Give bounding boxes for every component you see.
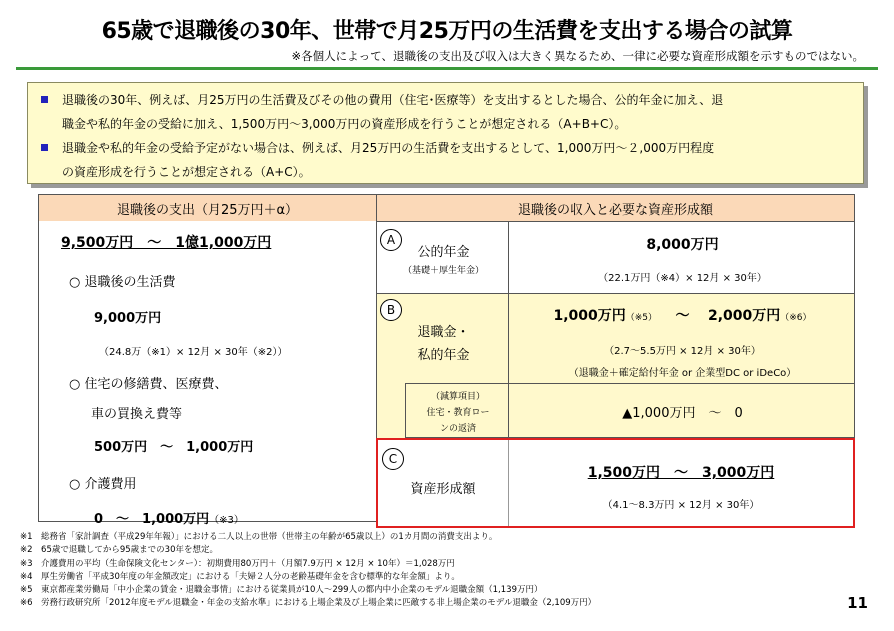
retirement-calc: （2.7～5.5万円 × 12月 × 30年） [604,346,761,357]
page-title: 65歳で退職後の30年、世帯で月25万円の生活費を支出する場合の試算 [101,19,793,44]
housing-cost-amount: 500万円 ～ 1,000万円 [94,440,254,455]
retirement-detail: （退職金＋確定給付年金 or 企業型DC or iDeCo） [568,368,797,379]
footnote: ※5 東京都産業労働局「中小企業の賃金・退職金事情」における従業員が10人～299人の都内中小企業のモデル退職金額（1,139万円） [20,585,543,596]
living-cost-calc: （24.8万（※1）× 12月 × 30年（※2）） [99,347,288,358]
marker-b: B [380,299,402,321]
title-divider [16,67,878,70]
footnote: ※6 労務行政研究所「2012年度モデル退職金・年金の支給水準」における上場企業及び上場企業に匹敵する非上場企業のモデル退職金（2,109万円） [20,598,597,609]
summary-box [27,82,864,184]
expense-total: 9,500万円 ～ 1億1,000万円 [61,235,272,251]
retirement-tilde: ～ [675,308,690,324]
footnote: ※2 65歳で退職してから95歳までの30年を想定。 [20,545,218,556]
asset-formation-box [376,438,855,528]
deduction-label-2: 住宅・教育ロー [426,408,490,418]
footnotes [20,531,820,611]
expense-panel [38,221,377,527]
footnote: ※3 介護費用の平均（生命保険文化センター）：初期費用80万円＋（月額7.9万円 × 12月 × 10年）＝1,028万円 [20,558,455,569]
pension-amount: 8,000万円 [646,237,719,253]
retirement-label: 退職金・ [417,325,470,340]
expense-header: 退職後の支出（月25万円＋α） [38,194,377,222]
deduction-label-cell [405,383,509,438]
deduction-spacer [376,383,406,438]
summary-item2-line1: 退職金や私的年金の受給予定がない場合は、例えば、月25万円の生活費を支出するとして、1,000万円～２,000万円程度 [62,141,715,155]
summary-item2-line2: の資産形成を行うことが想定される（A+C）。 [62,165,311,179]
housing-cost-label-2: 車の買換え費等 [91,407,183,422]
retirement-label-2: 私的年金 [417,348,470,363]
care-cost-row [94,508,244,527]
asset-divider [508,440,509,526]
retirement-amount-high: 2,000万円 [707,308,781,324]
marker-a: A [380,229,402,251]
asset-calc: （4.1～8.3万円 × 12月 × 30年） [602,500,760,511]
retirement-amount-cell [508,293,855,384]
deduction-amount: ▲1,000万円 ～ 0 [622,406,743,421]
asset-amount: 1,500万円 ～ 3,000万円 [587,465,775,481]
living-cost-label: ○ 退職後の生活費 [69,275,176,290]
living-cost-amount: 9,000万円 [94,311,162,326]
care-cost-note: （※3） [209,515,244,526]
page-number: 11 [847,594,868,612]
income-header: 退職後の収入と必要な資産形成額 [376,194,855,222]
retirement-label-cell [376,293,509,384]
page-subtitle: ※各個人によって、退職後の支出及び収入は大きく異なるため、一律に必要な資産形成額を示すものではない。 [291,49,864,63]
asset-label: 資産形成額 [410,482,476,497]
pension-amount-cell [508,221,855,294]
retirement-note-high: （※6） [780,313,812,323]
care-cost-label: ○ 介護費用 [69,477,137,492]
summary-item1-line1: 退職後の30年、例えば、月25万円の生活費及びその他の費用（住宅･医療等）を支出するとした場合、公的年金に加え、退 [62,93,724,107]
retirement-amount-row [509,305,856,325]
bullet-icon [41,144,48,151]
deduction-label: （減算項目） [430,392,485,402]
housing-cost-label: ○ 住宅の修繕費、医療費、 [69,377,228,392]
pension-label: 公的年金 [417,245,470,260]
care-cost-amount: 0 ～ 1,000万円 [94,512,210,527]
summary-item1-line2: 職金や私的年金の受給に加え、1,500万円～3,000万円の資産形成を行うことが想定される（A+B+C）。 [62,117,627,131]
footnote: ※4 厚生労働省「平成30年度の年金額改定」における「夫婦２人分の老齢基礎年金を含む標準的な年金額」より。 [20,571,460,582]
bullet-icon [41,96,48,103]
pension-sublabel: （基礎＋厚生年金） [402,266,484,276]
pension-label-cell [376,221,509,294]
deduction-label-3: ンの返済 [439,424,476,434]
footnote: ※1 総務省「家計調査（平成29年年報）」における二人以上の世帯（世帯主の年齢が65歳以上）の1カ月間の消費支出より。 [20,532,498,542]
marker-c: C [382,448,404,470]
pension-calc: （22.1万円（※4）× 12月 × 30年） [598,273,767,284]
retirement-amount-low: 1,000万円 [553,308,626,324]
retirement-note-low: （※5） [625,313,658,323]
deduction-amount-cell [508,383,855,438]
